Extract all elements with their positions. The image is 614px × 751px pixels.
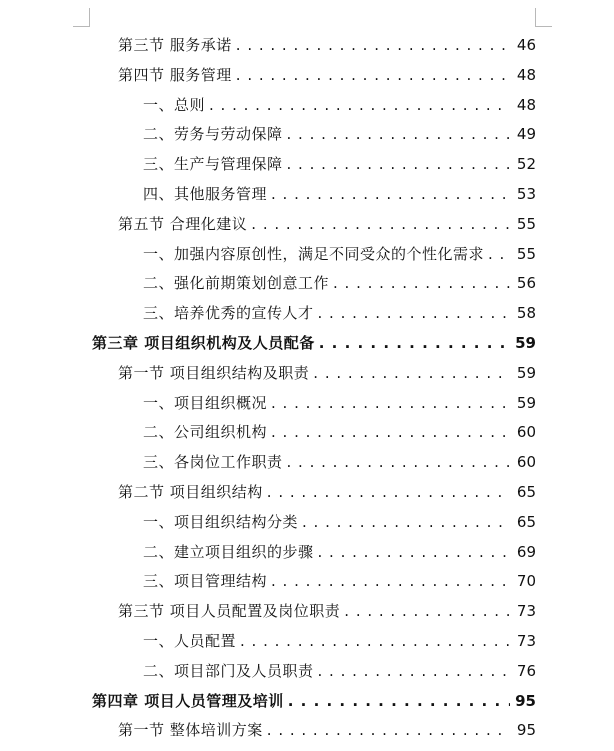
toc-section-entry[interactable]	[118, 477, 536, 507]
toc-page-number: 95	[515, 691, 536, 710]
toc-page-number: 65	[516, 512, 536, 531]
toc-dot-leader	[313, 358, 510, 388]
toc-page-number: 52	[516, 155, 536, 174]
toc-page-number: 46	[516, 36, 536, 54]
toc-page-number: 58	[516, 304, 536, 323]
toc-entry-title: 一、总则	[143, 95, 206, 114]
toc-section-entry[interactable]	[118, 715, 536, 745]
toc-page-number: 70	[516, 572, 536, 591]
toc-page-number: 49	[516, 125, 536, 144]
toc-page-number: 55	[516, 244, 536, 263]
margin-corner-mark-right	[535, 8, 552, 27]
toc-dot-leader	[319, 328, 510, 358]
toc-dot-leader	[287, 447, 510, 477]
toc-page-number: 69	[516, 542, 536, 561]
toc-dot-leader	[271, 388, 510, 418]
toc-page-number: 59	[516, 393, 536, 412]
toc-section-entry[interactable]	[118, 358, 536, 388]
toc-entry-title: 一、项目组织结构分类	[143, 512, 299, 531]
toc-dot-leader	[288, 686, 510, 716]
toc-entry-title: 第三章 项目组织机构及人员配备	[92, 334, 315, 352]
toc-chapter-entry[interactable]	[92, 686, 536, 716]
toc-subsection-entry[interactable]	[143, 90, 536, 120]
toc-dot-leader	[344, 596, 510, 626]
toc-section-entry[interactable]	[118, 30, 536, 60]
toc-page-number: 73	[516, 602, 536, 621]
toc-page-number: 48	[516, 95, 536, 114]
toc-subsection-entry[interactable]	[143, 447, 536, 477]
toc-section-entry[interactable]	[118, 60, 536, 90]
toc-entry-title: 二、建立项目组织的步骤	[143, 542, 314, 561]
toc-entry-title: 二、劳务与劳动保障	[143, 125, 283, 144]
toc-dot-leader	[236, 30, 510, 60]
toc-chapter-entry[interactable]	[92, 328, 536, 358]
toc-dot-leader	[240, 626, 510, 656]
toc-dot-leader	[267, 715, 510, 745]
toc-dot-leader	[488, 239, 510, 269]
toc-dot-leader	[302, 507, 510, 537]
toc-subsection-entry[interactable]	[143, 179, 536, 209]
toc-page-number: 60	[516, 423, 536, 442]
toc-entry-title: 一、加强内容原创性，满足不同受众的个性化需求	[143, 244, 485, 263]
toc-entry-title: 三、培养优秀的宣传人才	[143, 304, 314, 323]
toc-subsection-entry[interactable]	[143, 656, 536, 686]
toc-dot-leader	[236, 60, 510, 90]
toc-subsection-entry[interactable]	[143, 507, 536, 537]
toc-entry-title: 二、强化前期策划创意工作	[143, 274, 330, 293]
toc-dot-leader	[271, 417, 510, 447]
toc-section-entry[interactable]	[118, 596, 536, 626]
toc-page-number: 60	[516, 453, 536, 472]
margin-corner-mark-left	[73, 8, 90, 27]
toc-page-number: 76	[516, 661, 536, 680]
toc-entry-title: 第四章 项目人员管理及培训	[92, 691, 284, 710]
toc-entry-title: 三、项目管理结构	[143, 572, 268, 591]
toc-page-number: 59	[515, 334, 536, 352]
toc-subsection-entry[interactable]	[143, 388, 536, 418]
toc-subsection-entry[interactable]	[143, 537, 536, 567]
toc-entry-title: 第一节 项目组织结构及职责	[118, 363, 310, 382]
toc-dot-leader	[333, 268, 510, 298]
toc-dot-leader	[271, 566, 510, 596]
toc-entry-title: 三、生产与管理保障	[143, 155, 283, 174]
toc-page-number: 53	[516, 185, 536, 203]
toc-subsection-entry[interactable]	[143, 566, 536, 596]
toc-entry-title: 三、各岗位工作职责	[143, 453, 283, 472]
toc-subsection-entry[interactable]	[143, 268, 536, 298]
toc-entry-title: 一、人员配置	[143, 632, 237, 650]
toc-entry-title: 一、项目组织概况	[143, 393, 268, 412]
toc-dot-leader	[287, 149, 510, 179]
toc-subsection-entry[interactable]	[143, 149, 536, 179]
toc-page-number: 65	[516, 483, 536, 501]
toc-dot-leader	[251, 209, 510, 239]
toc-page-number: 95	[516, 721, 536, 740]
toc-dot-leader	[318, 298, 510, 328]
toc-entry-title: 第五节 合理化建议	[118, 214, 248, 233]
toc-dot-leader	[287, 119, 510, 149]
toc-section-entry[interactable]	[118, 209, 536, 239]
toc-entry-title: 第二节 项目组织结构	[118, 483, 263, 501]
toc-entry-title: 四、其他服务管理	[143, 185, 268, 203]
toc-subsection-entry[interactable]	[143, 119, 536, 149]
toc-entry-title: 第四节 服务管理	[118, 65, 232, 84]
toc-subsection-entry[interactable]	[143, 417, 536, 447]
toc-page-number: 56	[516, 274, 536, 293]
toc-entry-title: 第三节 项目人员配置及岗位职责	[118, 602, 341, 621]
toc-subsection-entry[interactable]	[143, 298, 536, 328]
toc-dot-leader	[318, 537, 510, 567]
toc-page-number: 59	[516, 363, 536, 382]
toc-page-number: 48	[516, 65, 536, 84]
toc-dot-leader	[271, 179, 510, 209]
toc-dot-leader	[318, 656, 510, 686]
toc-page-number: 73	[516, 632, 536, 650]
toc-entry-title: 第一节 整体培训方案	[118, 721, 263, 740]
toc-entry-title: 第三节 服务承诺	[118, 36, 232, 54]
toc-entry-title: 二、公司组织机构	[143, 423, 268, 442]
toc-entry-title: 二、项目部门及人员职责	[143, 661, 314, 680]
toc-page-number: 55	[516, 214, 536, 233]
toc-dot-leader	[267, 477, 510, 507]
toc-subsection-entry[interactable]	[143, 239, 536, 269]
toc-dot-leader	[209, 90, 510, 120]
toc-subsection-entry[interactable]	[143, 626, 536, 656]
